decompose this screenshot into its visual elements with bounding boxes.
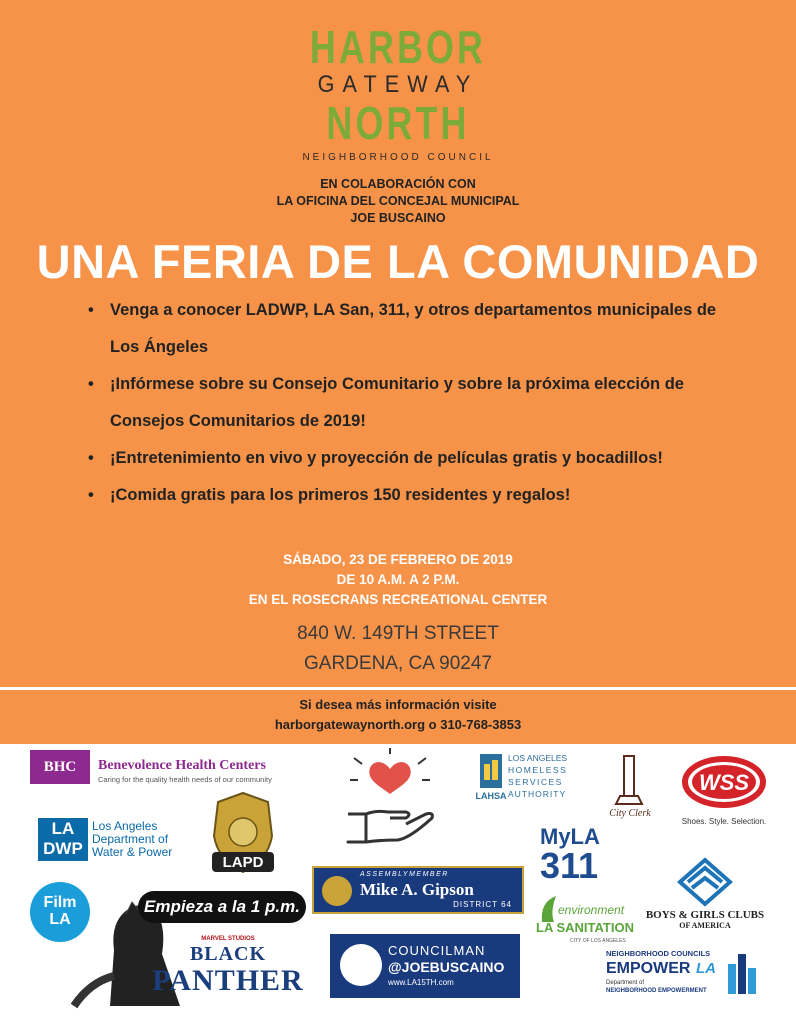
ladwp-logo	[38, 818, 88, 861]
list-item-text: ¡Comida gratis para los primeros 150 residentes y regalos!	[110, 486, 571, 504]
bullet-icon: •	[88, 449, 94, 467]
list-item	[88, 366, 748, 440]
empower-line-2: EMPOWER	[606, 960, 691, 977]
sanitation-word-2: LA SANITATION	[536, 920, 634, 935]
bhc-tagline: Caring for the quality health needs of our community	[98, 775, 272, 784]
event-date: SÁBADO, 23 DE FEBRERO DE 2019	[283, 552, 513, 567]
event-highlights-list	[88, 292, 748, 514]
movie-start-banner: Empieza a la 1 p.m.	[138, 891, 306, 923]
boys-girls-clubs-logo	[640, 858, 770, 928]
contact-info	[0, 695, 796, 735]
lahsa-line-4: AUTHORITY	[508, 789, 567, 799]
councilman-website: www.LA15TH.com	[388, 978, 454, 987]
city-clerk-logo	[594, 752, 664, 822]
bgc-line-1: BOYS & GIRLS CLUBS	[645, 909, 765, 921]
filmla-la: LA	[49, 911, 71, 928]
logo-north: NORTH	[326, 97, 470, 149]
heart-hand-icon	[340, 752, 440, 848]
sanitation-word-3: CITY OF LOS ANGELES	[570, 938, 626, 944]
event-address	[0, 619, 796, 679]
sanitation-word-1: environment	[558, 903, 625, 917]
logo-neighborhood-council: NEIGHBORHOOD COUNCIL	[302, 152, 494, 163]
list-item	[88, 292, 748, 366]
lahsa-line-3: SERVICES	[508, 777, 563, 787]
city-seal-icon	[340, 944, 382, 986]
gipson-title: ASSEMBLYMEMBER	[360, 871, 449, 878]
lahsa-line-2: HOMELESS	[508, 765, 568, 775]
contact-line-2[interactable]: harborgatewaynorth.org o 310-768-3853	[274, 717, 522, 732]
councilman-title: COUNCILMAN	[388, 943, 486, 958]
logo-gateway: GATEWAY	[317, 71, 479, 98]
divider	[0, 687, 796, 690]
collab-line-3: JOE BUSCAINO	[350, 211, 446, 225]
lahsa-logo	[475, 752, 576, 802]
list-item-text: ¡Infórmese sobre su Consejo Comunitario y sobre la próxima elección de Consejos Comunitarios de 2019!	[110, 375, 684, 430]
bhc-name: Benevolence Health Centers	[98, 758, 266, 773]
lahsa-line-1: LOS ANGELES	[508, 753, 568, 763]
bullet-icon: •	[88, 301, 94, 319]
filmla-film: Film	[43, 894, 77, 911]
event-place: EN EL ROSECRANS RECREATIONAL CENTER	[248, 592, 548, 607]
bullet-icon: •	[88, 486, 94, 504]
myla311-logo	[540, 826, 600, 884]
gipson-logo	[312, 866, 524, 914]
bp-word-1: BLACK	[189, 943, 267, 965]
event-street: 840 W. 149TH STREET	[297, 623, 499, 644]
logo-harbor: HARBOR	[309, 21, 487, 73]
state-seal-icon	[322, 876, 352, 906]
list-item-text: Venga a conocer LADWP, LA San, 311, y otros departamentos municipales de Los Ángeles	[110, 301, 717, 356]
empower-la-logo	[604, 946, 764, 998]
councilman-logo	[330, 934, 520, 998]
list-item	[88, 477, 748, 514]
gipson-name: Mike A. Gipson	[360, 880, 474, 899]
la-sanitation-logo	[536, 892, 632, 944]
filmla-logo	[30, 882, 90, 942]
myla-number: 311	[540, 845, 599, 886]
wss-label: WSS	[698, 770, 750, 795]
event-city: GARDENA, CA 90247	[304, 653, 492, 674]
wss-logo	[678, 752, 770, 828]
ladwp-dwp: DWP	[43, 839, 83, 858]
bullet-icon: •	[88, 375, 94, 393]
ladwp-la: LA	[51, 819, 75, 838]
empower-line-3: LA	[696, 960, 716, 977]
harbor-gateway-north-logo	[0, 21, 796, 163]
councilman-handle: @JOEBUSCAINO	[388, 959, 505, 975]
contact-line-1: Si desea más información visite	[299, 697, 497, 712]
collab-line-2: LA OFICINA DEL CONCEJAL MUNICIPAL	[276, 194, 520, 208]
collaboration-text	[0, 176, 796, 227]
bhc-logo: BHC	[30, 750, 90, 784]
bp-studio: MARVEL STUDIOS	[201, 936, 255, 942]
lapd-label: LAPD	[222, 854, 264, 871]
empower-line-5: NEIGHBORHOOD EMPOWERMENT	[606, 988, 707, 994]
myla-label: MyLA	[540, 824, 600, 849]
page-title: UNA FERIA DE LA COMUNIDAD	[36, 235, 760, 288]
gipson-district: DISTRICT 64	[453, 900, 512, 909]
ladwp-name: Los Angeles Department of Water & Power	[92, 819, 173, 859]
lapd-badge-icon	[208, 790, 278, 878]
bgc-line-2: OF AMERICA	[679, 921, 731, 930]
wss-tagline: Shoes. Style. Selection.	[681, 817, 767, 826]
city-clerk-label: City Clerk	[609, 808, 651, 819]
lahsa-short: LAHSA	[475, 791, 507, 801]
event-datetime	[0, 550, 796, 610]
empower-line-4: Department of	[606, 980, 645, 986]
event-time: DE 10 A.M. A 2 P.M.	[336, 572, 460, 587]
collab-line-1: EN COLABORACIÓN CON	[320, 177, 476, 191]
bp-word-2: PANTHER	[152, 964, 304, 997]
list-item-text: ¡Entretenimiento en vivo y proyección de películas gratis y bocadillos!	[110, 449, 663, 467]
list-item	[88, 440, 748, 477]
empower-line-1: NEIGHBORHOOD COUNCILS	[606, 949, 711, 958]
